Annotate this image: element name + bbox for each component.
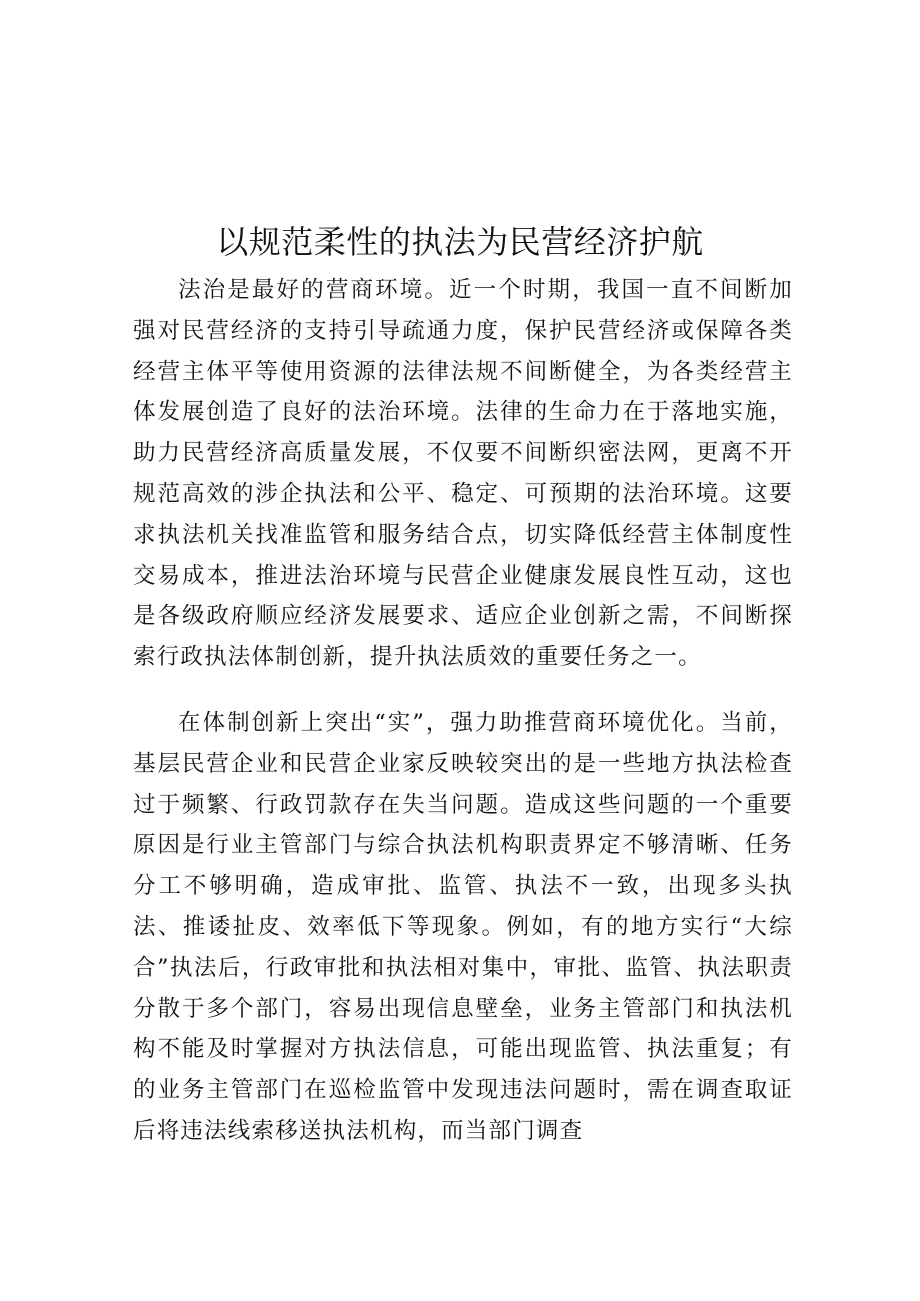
document-title: 以规范柔性的执法为民营经济护航	[216, 223, 704, 261]
paragraph-2: 在体制创新上突出“实”，强力助推营商环境优化。当前，基层民营企业和民营企业家反映较突出的是一些地方执法检查过于频繁、行政罚款存在失当问题。造成这些问题的一个重要原因是行业主管部门与综合执法机构职责界定不够清晰、任务分工不够明确，造成审批、监管、执法不一致，出现多头执法、推诿扯皮、效率低下等现象。例如，有的地方实行“大综合”执法后，行政审批和执法相对集中，审批、监管、执法职责分散于多个部门，容易出现信息壁垒，业务主管部门和执法机构不能及时掌握对方执法信息，可能出现监管、执法重复；有的业务主管部门在巡检监管中发现违法问题时，需在调查取证后将违法线索移送执法机构，而当部门调查	[133, 710, 793, 1144]
paragraph-1: 法治是最好的营商环境。近一个时期，我国一直不间断加强对民营经济的支持引导疏通力度，保护民营经济或保障各类经营主体平等使用资源的法律法规不间断健全，为各类经营主体发展创造了良好的法治环境。法律的生命力在于落地实施，助力民营经济高质量发展，不仅要不间断织密法网，更离不开规范高效的涉企执法和公平、稳定、可预期的法治环境。这要求执法机关找准监管和服务结合点，切实降低经营主体制度性交易成本，推进法治环境与民营企业健康发展良性互动，这也是各级政府顺应经济发展要求、适应企业创新之需，不间断探索行政执法体制创新，提升执法质效的重要任务之一。	[133, 277, 793, 671]
